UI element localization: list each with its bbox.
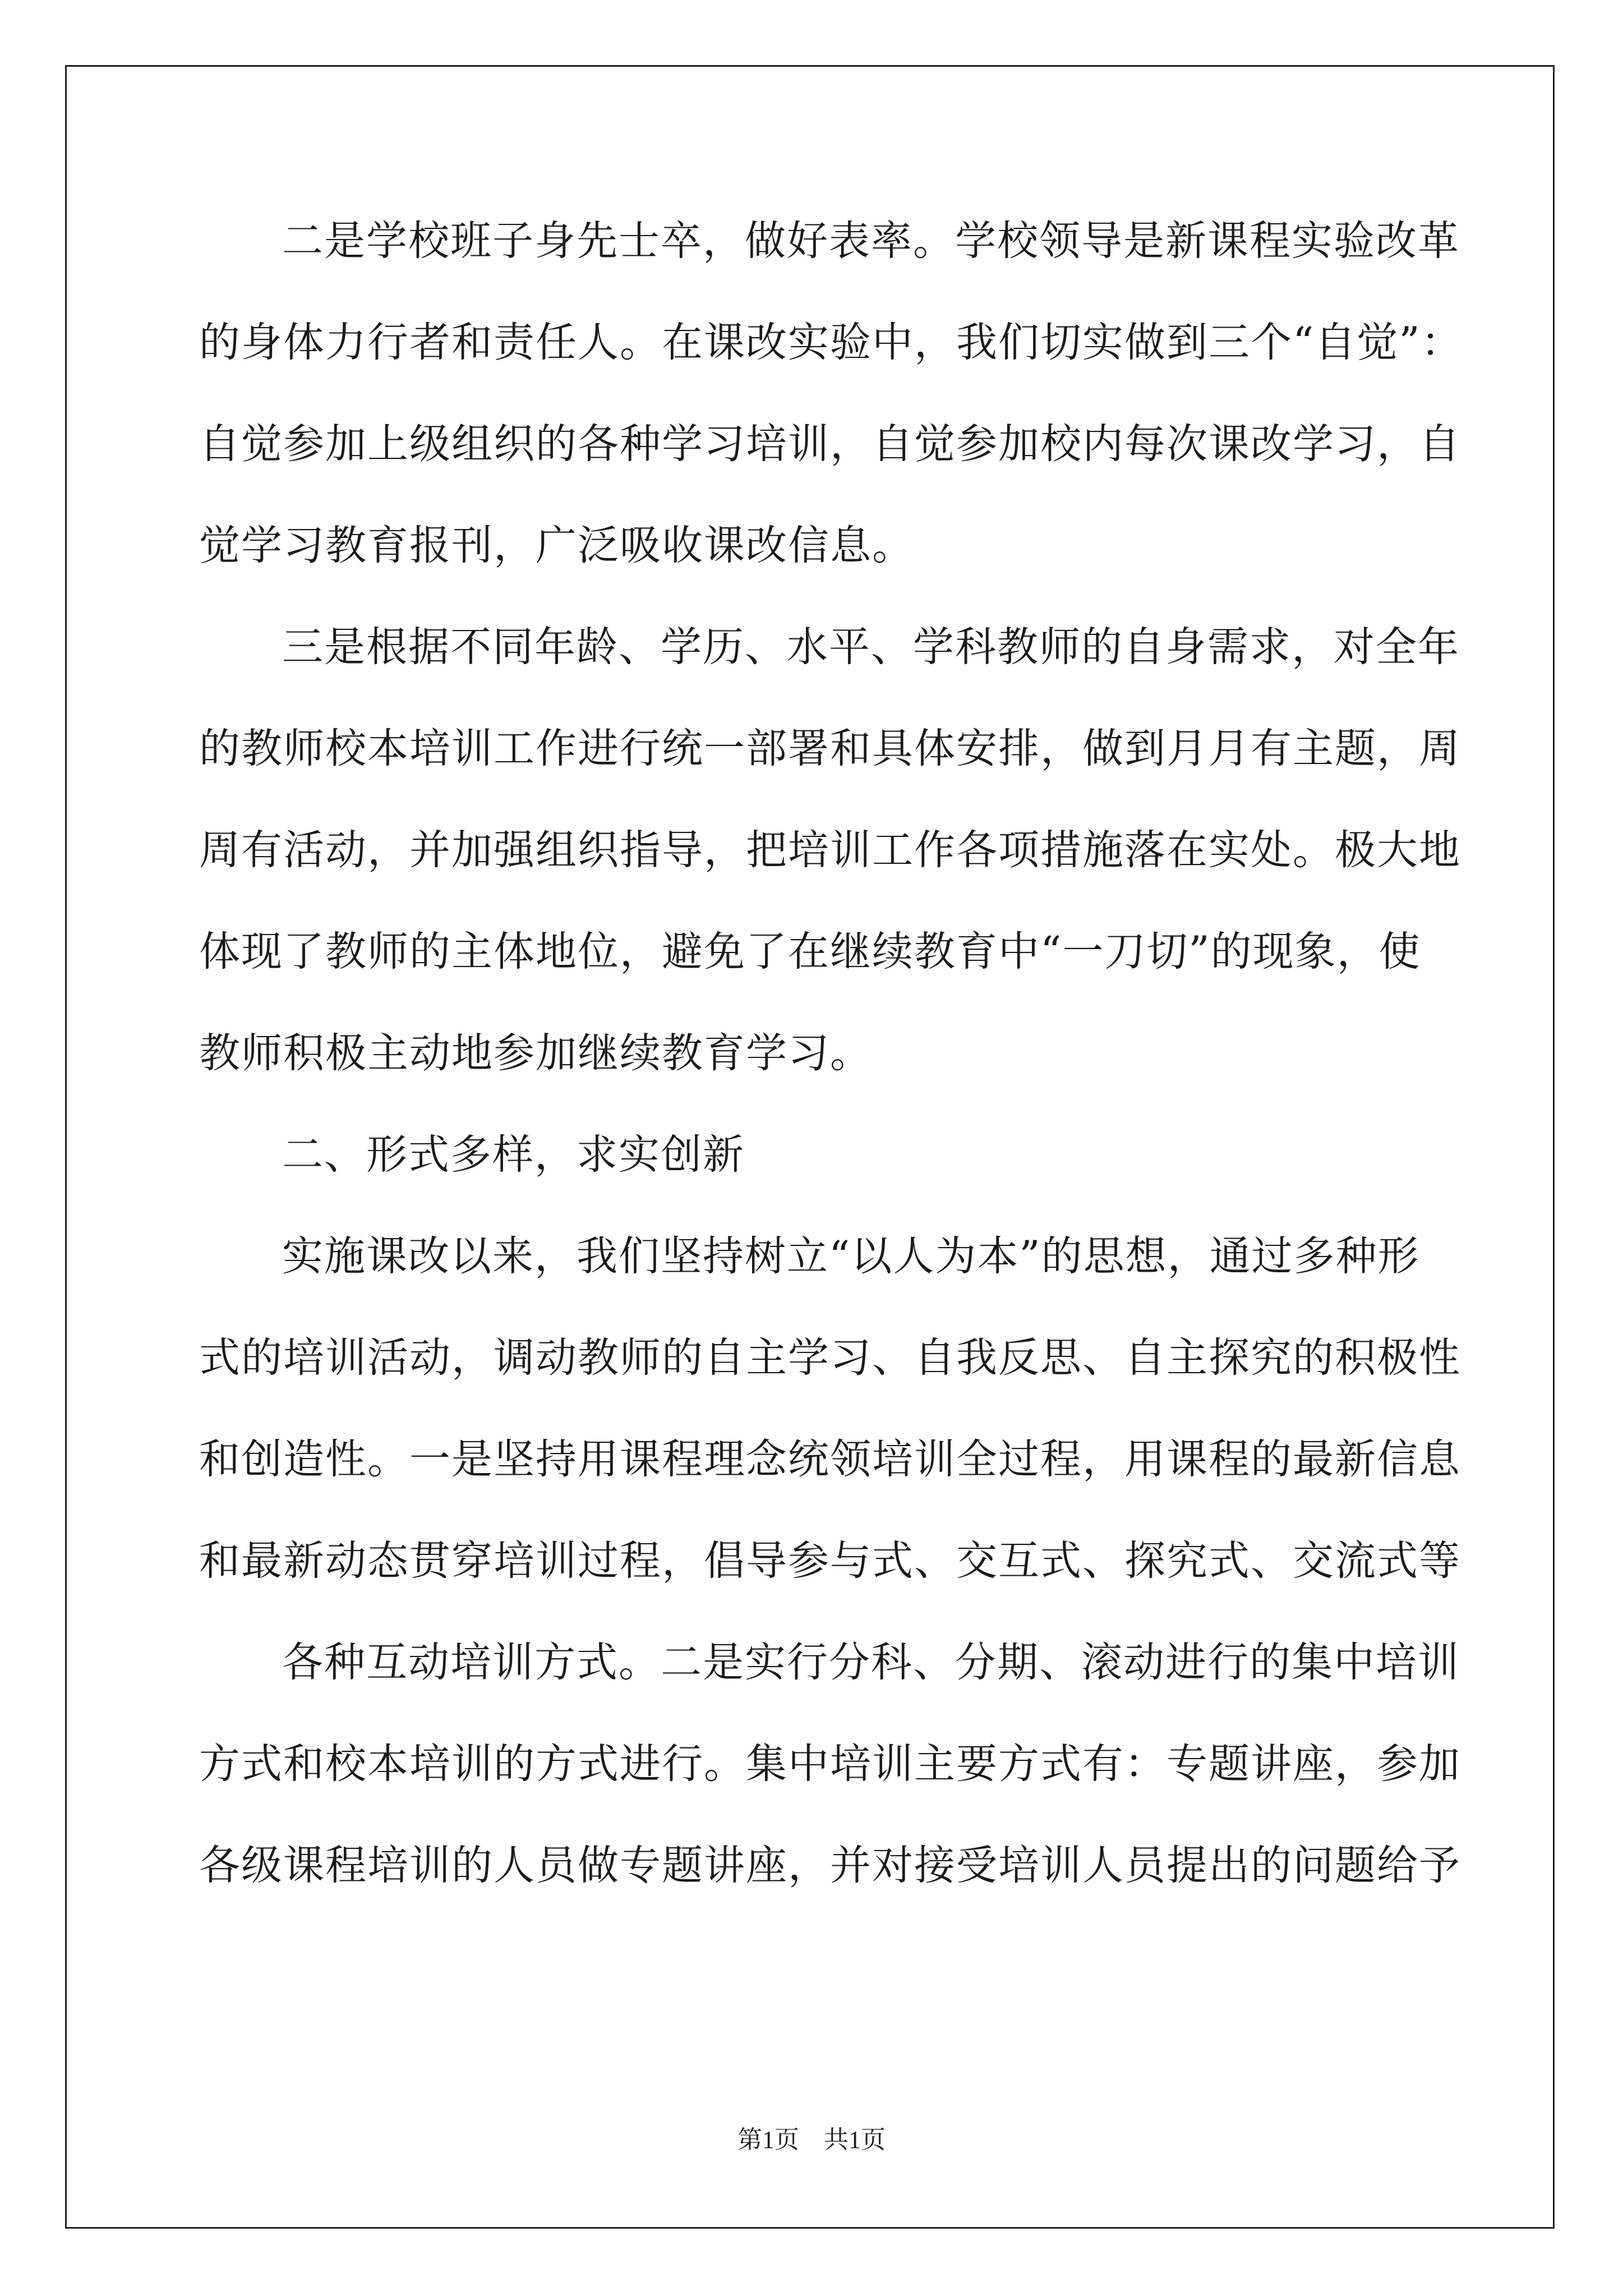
text-line: 周有活动，并加强组织指导，把培训工作各项措施落在实处。极大地 (199, 826, 1461, 874)
text-line: 自觉参加上级组织的各种学习培训，自觉参加校内每次课改学习，自 (199, 420, 1461, 468)
text-line: 实施课改以来，我们坚持树立“以人为本”的思想，通过多种形 (282, 1232, 1420, 1280)
text-line: 的身体力行者和责任人。在课改实验中，我们切实做到三个“自觉”： (199, 319, 1463, 366)
text-line: 各级课程培训的人员做专题讲座，并对接受培训人员提出的问题给予 (199, 1842, 1461, 1889)
text-line: 体现了教师的主体地位，避免了在继续教育中“一刀切”的现象，使 (199, 928, 1421, 976)
text-line: 和创造性。一是坚持用课程理念统领培训全过程，用课程的最新信息 (199, 1435, 1461, 1483)
text-line: 和最新动态贯穿培训过程，倡导参与式、交互式、探究式、交流式等 (199, 1537, 1461, 1585)
text-line: 各种互动培训方式。二是实行分科、分期、滚动进行的集中培训 (282, 1639, 1460, 1686)
page-footer: 第1页 共1页 (737, 2126, 886, 2154)
text-line: 三是根据不同年龄、学历、水平、学科教师的自身需求，对全年 (282, 623, 1460, 671)
text-line: 方式和校本培训的方式进行。集中培训主要方式有：专题讲座，参加 (199, 1740, 1461, 1788)
section-heading: 二、形式多样，求实创新 (282, 1131, 745, 1179)
text-line: 觉学习教育报刊，广泛吸收课改信息。 (199, 522, 914, 569)
text-line: 教师积极主动地参加继续教育学习。 (199, 1029, 872, 1077)
text-line: 式的培训活动，调动教师的自主学习、自我反思、自主探究的积极性 (199, 1334, 1461, 1382)
text-line: 二是学校班子身先士卒，做好表率。学校领导是新课程实验改革 (282, 217, 1460, 265)
text-line: 的教师校本培训工作进行统一部署和具体安排，做到月月有主题，周 (199, 725, 1461, 772)
